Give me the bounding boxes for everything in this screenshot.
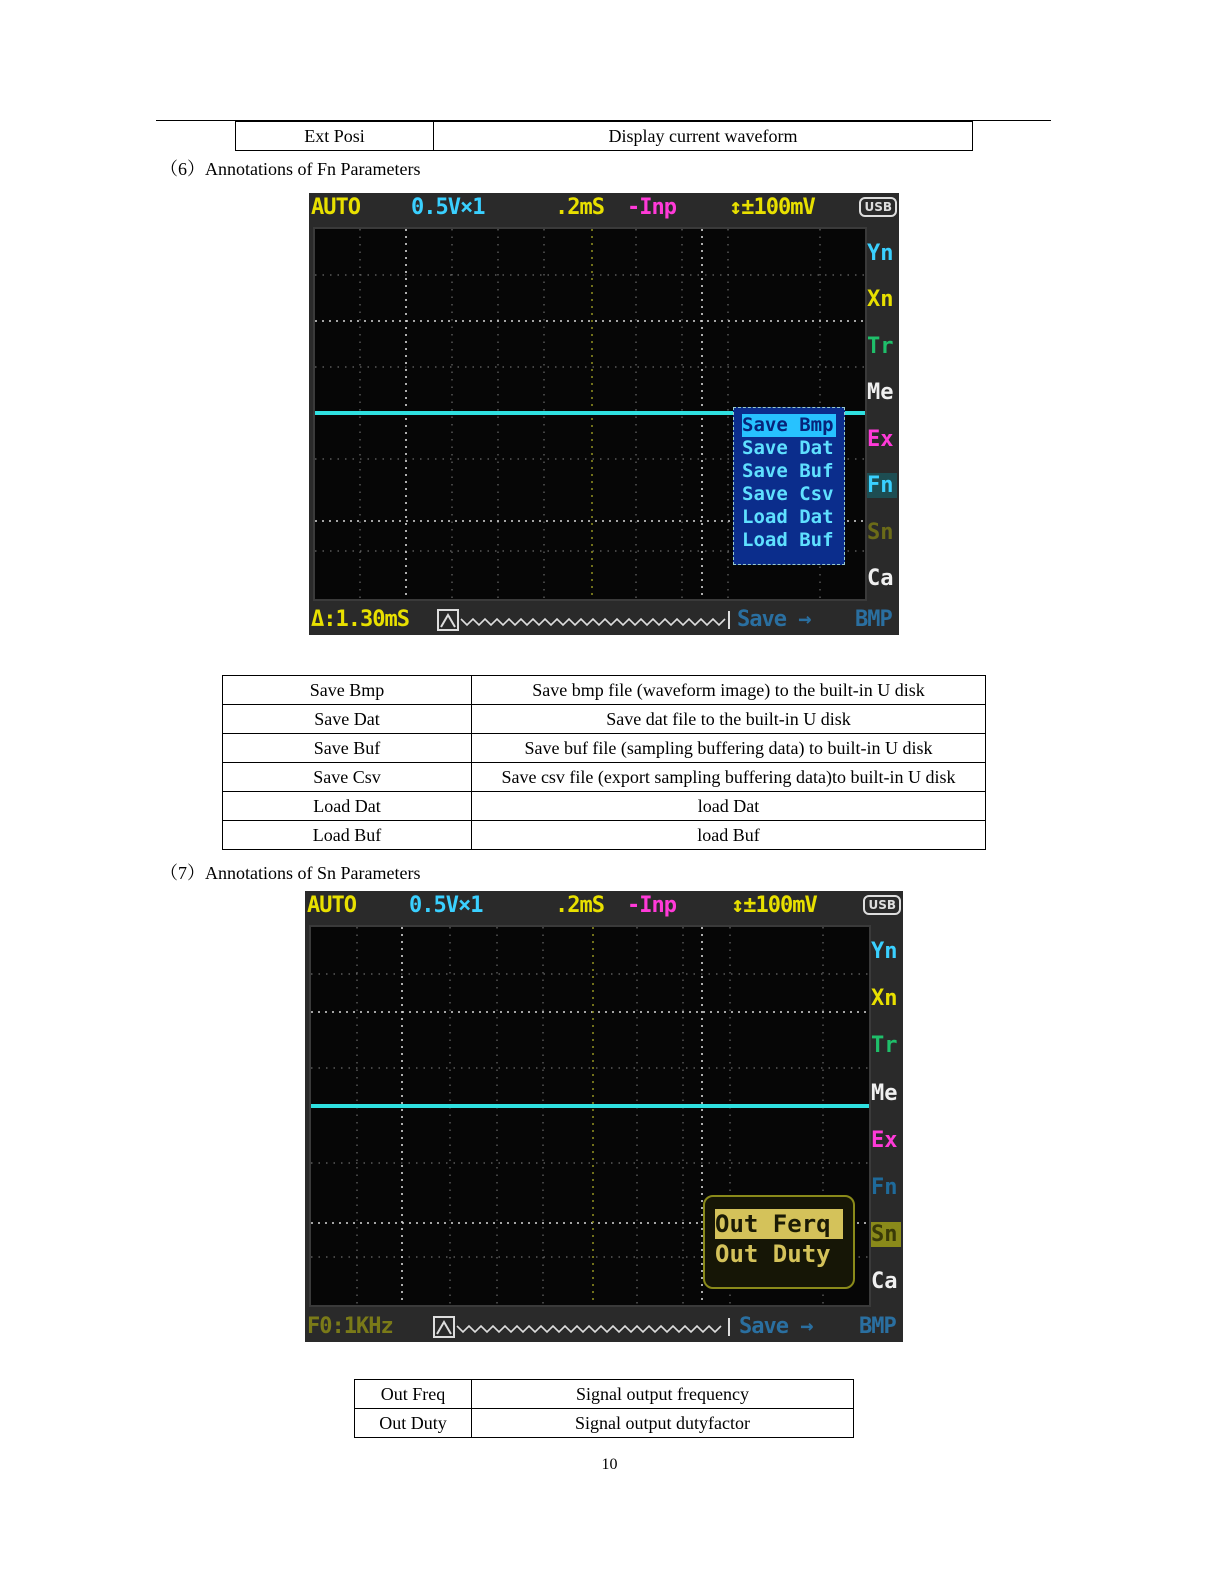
fn-parameters-table xyxy=(222,675,986,850)
timebase-label: .2mS xyxy=(555,893,604,918)
trigger-label: ↕±100mV xyxy=(731,893,817,918)
timebase-label: .2mS xyxy=(555,195,604,220)
save-format-label: BMP xyxy=(855,607,892,632)
scope-bottom-bar xyxy=(309,605,899,635)
table-cell: Signal output dutyfactor xyxy=(472,1409,854,1438)
side-item-xn[interactable]: Xn xyxy=(867,287,894,312)
table-row xyxy=(355,1380,854,1409)
side-item-ex[interactable]: Ex xyxy=(871,1128,898,1153)
side-item-yn[interactable]: Yn xyxy=(871,939,898,964)
table-row xyxy=(223,676,986,705)
scope-screenshot-fn xyxy=(309,193,899,635)
table-row xyxy=(223,705,986,734)
table-row xyxy=(236,122,973,151)
side-item-sn[interactable]: Sn xyxy=(871,1222,901,1247)
table-cell: Ext Posi xyxy=(236,122,434,151)
table-cell: Save buf file (sampling buffering data) to built-in U disk xyxy=(472,734,986,763)
scope-bottom-bar xyxy=(305,1312,903,1342)
side-item-fn[interactable]: Fn xyxy=(871,1175,898,1200)
side-item-yn[interactable]: Yn xyxy=(867,241,894,266)
side-item-ca[interactable]: Ca xyxy=(867,566,894,591)
menu-item-save-dat[interactable]: Save Dat xyxy=(742,437,834,459)
ext-posi-table xyxy=(235,121,973,151)
table-row xyxy=(355,1409,854,1438)
side-item-me[interactable]: Me xyxy=(871,1081,898,1106)
sn-popup-menu[interactable] xyxy=(703,1195,855,1289)
side-item-fn[interactable]: Fn xyxy=(867,473,897,498)
waveform-overview-icon xyxy=(437,609,733,631)
volt-label: 0.5V×1 xyxy=(411,195,485,220)
side-item-me[interactable]: Me xyxy=(867,380,894,405)
input-label: -Inp xyxy=(627,195,676,220)
table-row xyxy=(223,792,986,821)
table-row xyxy=(223,763,986,792)
side-item-sn[interactable]: Sn xyxy=(867,520,894,545)
trigger-label: ↕±100mV xyxy=(729,195,815,220)
delta-readout: Δ:1.30mS xyxy=(311,607,409,632)
table-cell: Load Dat xyxy=(223,792,472,821)
side-item-ca[interactable]: Ca xyxy=(871,1269,898,1294)
table-cell: Save Csv xyxy=(223,763,472,792)
menu-item-load-dat[interactable]: Load Dat xyxy=(742,506,834,528)
menu-item-out-freq[interactable]: Out Ferq xyxy=(715,1209,843,1239)
scope-screenshot-sn xyxy=(305,891,903,1342)
table-cell: Save bmp file (waveform image) to the built-in U disk xyxy=(472,676,986,705)
fn-popup-menu[interactable] xyxy=(733,407,845,565)
table-cell: load Dat xyxy=(472,792,986,821)
scope-status-bar xyxy=(305,891,903,921)
table-cell: load Buf xyxy=(472,821,986,850)
mode-label: AUTO xyxy=(307,893,356,918)
table-cell: Load Buf xyxy=(223,821,472,850)
menu-item-out-duty[interactable]: Out Duty xyxy=(715,1240,831,1268)
table-row xyxy=(223,821,986,850)
table-cell: Signal output frequency xyxy=(472,1380,854,1409)
mode-label: AUTO xyxy=(311,195,360,220)
side-item-tr[interactable]: Tr xyxy=(867,334,894,359)
table-cell: Save dat file to the built-in U disk xyxy=(472,705,986,734)
table-cell: Save Bmp xyxy=(223,676,472,705)
menu-item-save-csv[interactable]: Save Csv xyxy=(742,483,834,505)
menu-item-save-bmp[interactable]: Save Bmp xyxy=(742,414,836,437)
table-cell: Display current waveform xyxy=(434,122,973,151)
page-number: 10 xyxy=(601,1456,618,1473)
table-row xyxy=(223,734,986,763)
side-item-tr[interactable]: Tr xyxy=(871,1033,898,1058)
input-label: -Inp xyxy=(627,893,676,918)
save-target-label: Save → xyxy=(737,607,811,632)
table-cell: Out Duty xyxy=(355,1409,472,1438)
table-cell: Save Buf xyxy=(223,734,472,763)
table-cell: Save csv file (export sampling buffering data)to built-in U disk xyxy=(472,763,986,792)
volt-label: 0.5V×1 xyxy=(409,893,483,918)
save-target-label: Save → xyxy=(739,1314,813,1339)
waveform-overview-icon xyxy=(433,1316,733,1338)
usb-icon: USB xyxy=(859,197,897,217)
usb-icon: USB xyxy=(863,895,901,915)
table-cell: Out Freq xyxy=(355,1380,472,1409)
menu-item-load-buf[interactable]: Load Buf xyxy=(742,529,834,551)
section-heading-sn: （7）Annotations of Sn Parameters xyxy=(160,863,421,883)
scope-status-bar xyxy=(309,193,899,223)
side-item-ex[interactable]: Ex xyxy=(867,427,894,452)
menu-item-save-buf[interactable]: Save Buf xyxy=(742,460,834,482)
sn-parameters-table xyxy=(354,1379,854,1438)
save-format-label: BMP xyxy=(859,1314,896,1339)
frequency-readout: F0:1KHz xyxy=(307,1314,393,1339)
table-cell: Save Dat xyxy=(223,705,472,734)
side-item-xn[interactable]: Xn xyxy=(871,986,898,1011)
section-heading-fn: （6）Annotations of Fn Parameters xyxy=(160,159,421,179)
